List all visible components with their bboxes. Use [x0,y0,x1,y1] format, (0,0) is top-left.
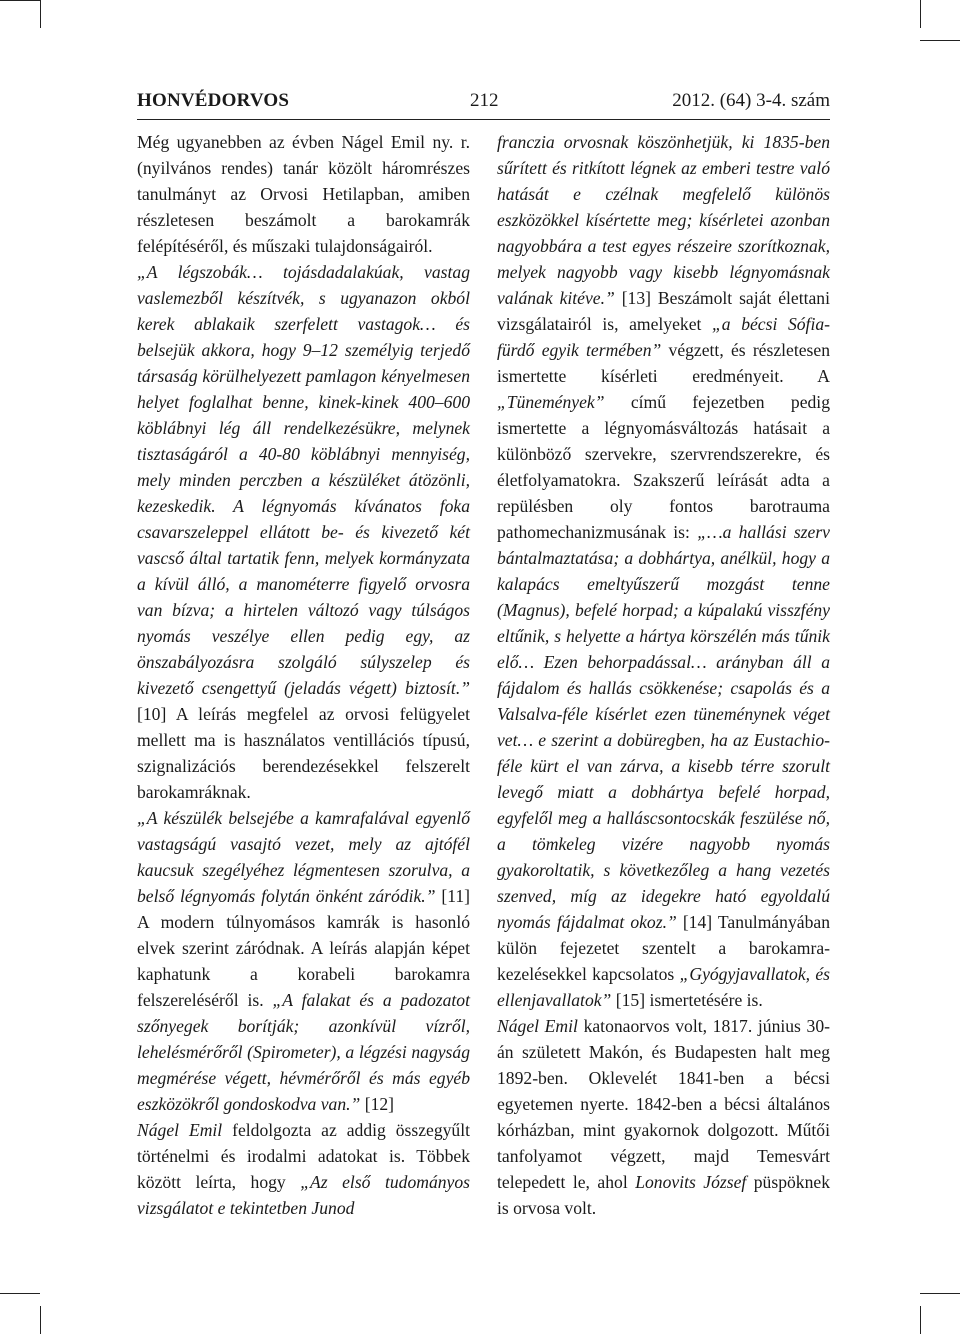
crop-mark-top-right [920,40,960,41]
quote-falakat: „A falakat és a padozatot szőnyegek borítják; azonkívül vízről, lehelésmérőről (Spirometer), a légzési nagyság megmérése végett, hévmérőről és más egyéb eszközökről gondoskodva van.” [137,990,470,1114]
left-paragraph-2: „A légszobák… tojásdadalakúak, vastag vaslemezből készítvék, s ugyanazon okból kerek ablakaik szerfelett vastagok… és belsejük akkora, hogy 9–12 személyig terjedő társaság körülhelyezett pamlagon kényelmesen helyet foglalhat benne, kinek-kinek 400–600 köblábnyi lég áll rendelkezésükre, melynek tisztaságáról a 40-80 köblábnyi mennyiség, mely minden perczben a készüléket átözönli, kezeskedik. A légnyomás kívánatos foka csavarszeleppel ellátott be- és kivezető két vascső által tartatik fenn, melyek kormányzata a kívül álló, a manométerre figyelő orvosra van bízva; a hirtelen változó vagy túlságos nyomás veszélye ellen pedig egy, az önszabályozásra szolgáló súlyszelep és kivezető csengettyű (jeladás végett) biztosít.” [10] A leírás megfelel az orvosi felügyelet mellett ma is használatos ventillációs típusú, szignalizációs berendezésekkel felszerelt barokamráknak. [137,262,470,802]
left-paragraph-3: „A készülék belsejébe a kamrafalával egyenlő vastagságú vasajtó vezet, mely az ajtófél kaucsuk szegélyéhez légmentesen szorulva, a belső légnyomás folytán önként záródik.” [11] A modern túlnyomásos kamrák is hasonló elvek szerint záródnak. A leírás alapján képet kaphatunk a korabeli barokamra felszereléséről is. „A falakat és a padozatot szőnyegek borítják; azonkívül vízről, lehelésmérőről (Spirometer), a légzési nagyság megmérése végett, hévmérőről és más egyéb eszközökről gondoskodva van.” [12] [137,808,471,1114]
crop-mark-bottom-left [0,1293,40,1294]
right-paragraph-2: Nágel Emil katonaorvos volt, 1817. június 30-án született Makón, és Budapesten halt meg 1892-ben. Oklevelét 1841-ben a bécsi egyetemen nyerte. 1842-ben a bécsi általános kórházban, mint gyakornok dolgozott. Műtői tanfolyamot végzett, majd Temesvárt telepedett le, ahol Lonovits József püspöknek is orvosa volt. [497,1016,831,1218]
crop-mark-bottom-left-v [40,1306,41,1334]
quote-junod-cont: franczia orvosnak köszönhetjük, ki 1835-ben sűrített és ritkított légnek az emberi testre való hatását e czélnak megfelelő különös eszközökkel kísértette meg; kísérletei azonban nagyobbára a test egyes részeire szorítkoznak, melyek nagyobb vagy kisebb légnyomásnak valának kitéve.” [497,132,830,308]
crop-mark-bottom-right-v [920,1306,921,1334]
right-paragraph-1: franczia orvosnak köszönhetjük, ki 1835-ben sűrített és ritkított légnek az emberi testre való hatását e czélnak megfelelő különös eszközökkel kísértette meg; kísérletei azonban nagyobbára a test egyes részeire szorítkoznak, melyek nagyobb vagy kisebb légnyomásnak valának kitéve.” [13] Beszámolt saját élettani vizsgálatairól is, amelyeket „a bécsi Sófia-fürdő egyik termében” végzett, és részletesen ismertette kísérleti eredményeit. A „Tünemények” című fejezetben pedig ismertette a légnyomásváltozás hatásait a különböző szervekre, szervrendszerekre, és életfolyamatokra. Szakszerű leírását adta a repülésben oly fontos barotrauma pathomechanizmusának is: „…a hallási szerv bántalmaztatása; a dobhártya, anélkül, hogy a kalapács emeltyűszerű mozgást tenne (Magnus), befelé horpad; a kúpalakú visszfény eltűnik, s helyette a hártya körszélén más tűnik elő… Ezen behorpadással… arányban áll a fájdalom és hallás csökkenése; csapolás és a Valsalva-féle kísérlet ezen tüneménynek véget vet… e szerint a dobüregben, ha az Eustachio-féle kürt el van zárva, a kisebb térre szorult levegő miatt a dobhártya befelé horpad, egyfelől meg a halláscsontocskák feszülése nő, a tömkeleg vizére nagyobb nyomás gyakoroltatik, s következőleg a hang vezetés szenved, míg az idegekre ható egyoldalú nyomás fájdalmat okoz.” [14] Tanulmányában külön fejezetet szentelt a barokamra-kezelésekkel kapcsolatos „Gyógyjavallatok, és ellenjavallatok” [15] ismertetésére is. [497,132,831,1010]
page-number: 212 [470,90,499,111]
quote-keszulek: „A készülék belsejébe a kamrafalával egyenlő vastagságú vasajtó vezet, mely az ajtófél kaucsuk szegélyéhez légmentesen szorulva, a belső légnyomás folytán önként záródik.” [137,808,470,906]
crop-mark-top-right-v [920,0,921,28]
quote-elso-vizsgalat: „Az első tudományos vizsgálatot e tekintetben Junod [137,1172,470,1218]
running-header [137,89,830,120]
left-paragraph-4: Nágel Emil feldolgozta az addig összegyűlt történelmi és irodalmi adatokat is. Többek között leírta, hogy „Az első tudományos vizsgálatot e tekintetben Junod [137,1120,470,1218]
issue-info: 2012. (64) 3-4. szám [672,90,830,111]
left-column [137,129,470,1221]
quote-tunemenyek: „Tünemények” [497,392,605,412]
name-nagel-emil-2: Nágel Emil [497,1016,578,1036]
journal-title: HONVÉDORVOS [137,90,290,111]
crop-mark-top-left [0,0,40,1]
quote-lgszobak: „A légszobák… tojásdadalakúak, vastag vaslemezből készítvék, s ugyanazon okból kerek ablakaik szerfelett vastagok… és belsejük akkora, hogy 9–12 személyig terjedő társaság körülhelyezett pamlagon kényelmesen helyet foglalhat benne, kinek-kinek 400–600 köblábnyi lég áll rendelkezésükre, melynek tisztaságáról a 40-80 köblábnyi mennyiség, mely minden perczben a készüléket átözönli, kezeskedik. A légnyomás kívánatos foka csavarszeleppel ellátott be- és kivezető két vascső által tartatik fenn, melyek kormányzata a kívül álló, a manométerre figyelő orvosra van bízva; a hirtelen változó vagy túlságos nyomás veszélye ellen pedig egy, az önszabályozásra szolgáló súlyszelep és kivezető csengettyű (jeladás végett) biztosít.” [137,262,470,698]
left-paragraph-1: Még ugyanebben az évben Nágel Emil ny. r. (nyilvános rendes) tanár közölt háromrészes tanulmányt az Orvosi Hetilapban, amiben részletesen beszámolt a barokamrák felépítéséről, és műszaki tulajdonságairól. [137,132,470,256]
name-lonovits-jozsef: Lonovits József [635,1172,747,1192]
name-nagel-emil: Nágel Emil [137,1120,223,1140]
quote-gyogyjavallatok: „Gyógyjavallatok, és ellenjavallatok” [497,964,831,1010]
quote-sofia-furdo: „a bécsi Sófia-fürdő egyik termében” [497,314,830,360]
crop-mark-bottom-right [920,1293,960,1294]
quote-hallasi-szerv: „…a hallási szerv bántalmaztatása; a dobhártya, anélkül, hogy a kalapács emeltyűszerű mozgást tenne (Magnus), befelé horpad; a kúpalakú visszfény eltűnik, s helyette a hártya körszélén más tűnik elő… Ezen behorpadással… arányban áll a fájdalom és hallás csökkenése; csapolás és a Valsalva-féle kísérlet ezen tüneménynek véget vet… e szerint a dobüregben, ha az Eustachio-féle kürt el van zárva, a kisebb térre szorult levegő miatt a dobhártya befelé horpad, egyfelől meg a halláscsontocskák feszülése nő, a tömkeleg vizére nagyobb nyomás gyakoroltatik, s következőleg a hang vezetés szenved, míg az idegekre ható egyoldalú nyomás fájdalmat okoz.” [497,522,830,932]
right-column [497,129,830,1221]
crop-mark-top-left-v [40,0,41,28]
